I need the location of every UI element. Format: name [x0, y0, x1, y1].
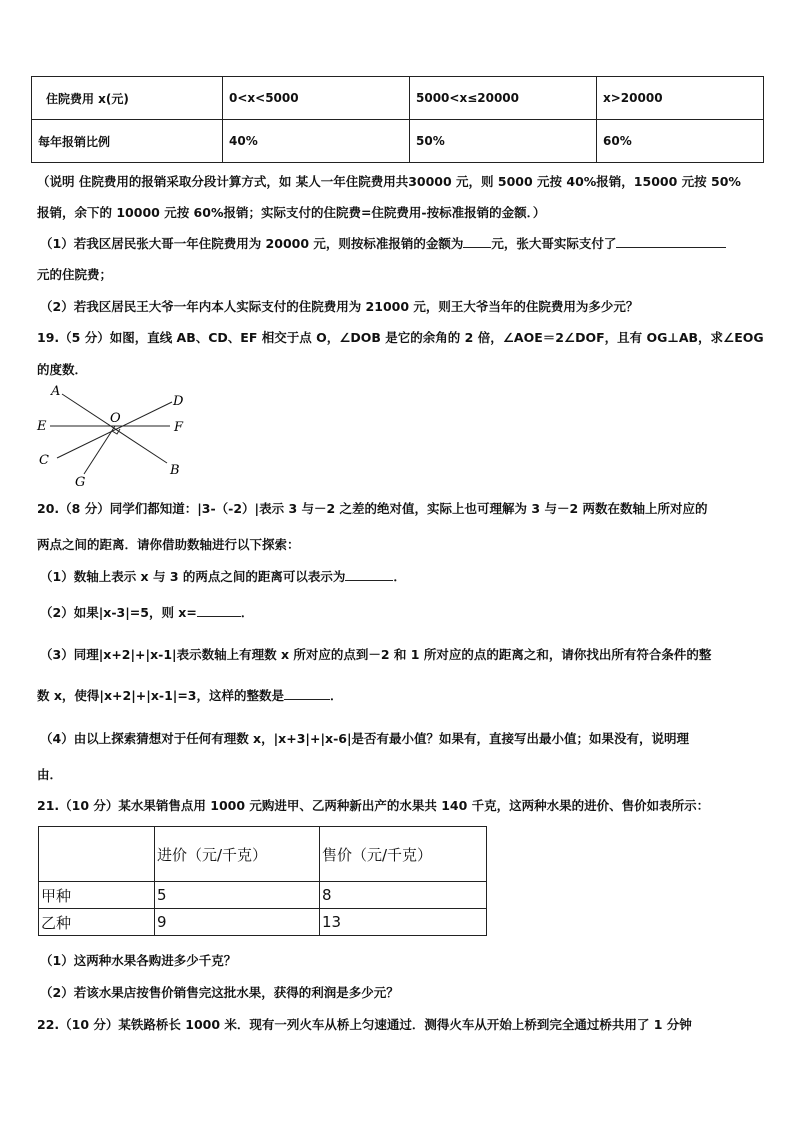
q20-line-1: 20.（8 分）同学们都知道：|3-（-2）|表示 3 与－2 之差的绝对值，实际上也可理解为 3 与－2 两数在数轴上所对应的 [37, 501, 708, 516]
table-cell: 40% [223, 120, 410, 163]
table-cell: 售价（元/千克） [320, 827, 487, 882]
point-label-o: O [110, 411, 121, 426]
table-cell: 60% [597, 120, 764, 163]
geometry-figure [32, 378, 197, 490]
table-cell: 50% [410, 120, 597, 163]
answer-blank[interactable] [345, 580, 393, 581]
table-cell: 每年报销比例 [32, 120, 223, 163]
note-line-1: （说明 住院费用的报销采取分段计算方式，如 某人一年住院费用共30000 元，则 5000 元按 40%报销，15000 元按 50% [37, 174, 741, 189]
q20-part1-text: （1）数轴上表示 x 与 3 的两点之间的距离可以表示为 [40, 569, 346, 584]
point-label-d: D [173, 394, 184, 409]
table-cell: x>20000 [597, 77, 764, 120]
table-row [39, 882, 487, 909]
table-cell: 5 [155, 882, 320, 909]
q19-line-2: 的度数． [37, 362, 88, 377]
table-row [39, 827, 487, 882]
q19-line-1: 19.（5 分）如图，直线 AB、CD、EF 相交于点 O，∠DOB 是它的余角的 2 倍，∠AOE＝2∠DOF，且有 OG⊥AB，求∠EOG [37, 330, 764, 345]
q20-part4-line-1: （4）由以上探索猜想对于任何有理数 x，|x+3|+|x-6|是否有最小值？如果有，直接写出最小值；如果没有，说明理 [40, 731, 690, 746]
q20-part2-text: （2）如果|x-3|=5，则 x= [40, 605, 197, 620]
q20-period: ． [240, 605, 254, 620]
table-row [32, 120, 764, 163]
table-cell: 5000<x≤20000 [410, 77, 597, 120]
table-cell [39, 827, 155, 882]
answer-blank[interactable] [463, 247, 491, 248]
q18-part1-text-b: 元，张大哥实际支付了 [491, 236, 617, 251]
table-cell: 甲种 [39, 882, 155, 909]
fruit-price-table [38, 826, 487, 936]
point-label-a: A [51, 384, 61, 399]
q20-part3-text: 数 x，使得|x+2|+|x-1|=3，这样的整数是 [37, 688, 285, 703]
table-cell: 9 [155, 909, 320, 936]
note-line-2: 报销，余下的 10000 元按 60%报销；实际支付的住院费=住院费用-按标准报销的金额．） [37, 205, 546, 220]
answer-blank[interactable] [197, 616, 241, 617]
q18-part1 [40, 234, 726, 252]
q18-part2: （2）若我区居民王大爷一年内本人实际支付的住院费用为 21000 元，则王大爷当年的住院费用为多少元？ [40, 299, 639, 314]
q22-line-1: 22.（10 分）某铁路桥长 1000 米．现有一列火车从桥上匀速通过．测得火车从开始上桥到完全通过桥共用了 1 分钟 [37, 1017, 692, 1032]
ray-og [84, 426, 115, 474]
point-label-c: C [39, 453, 49, 468]
point-label-b: B [170, 463, 180, 478]
table-cell: 8 [320, 882, 487, 909]
q20-part2 [40, 603, 253, 621]
q20-part4-line-2: 由． [37, 767, 63, 782]
q21-part1: （1）这两种水果各购进多少千克？ [40, 953, 237, 968]
q21-part2: （2）若该水果店按售价销售完这批水果，获得的利润是多少元？ [40, 985, 399, 1000]
point-label-e: E [37, 419, 47, 434]
q20-part1 [40, 567, 406, 585]
q20-line-2: 两点之间的距离．请你借助数轴进行以下探索： [37, 537, 300, 552]
table-cell: 乙种 [39, 909, 155, 936]
answer-blank[interactable] [616, 247, 726, 248]
table-cell: 住院费用 x(元) [32, 77, 223, 120]
q20-period: ． [393, 569, 406, 584]
table-row [39, 909, 487, 936]
point-label-g: G [75, 475, 86, 490]
q20-period: ． [330, 688, 343, 703]
q18-part1-text-a: （1）若我区居民张大哥一年住院费用为 20000 元，则按标准报销的金额为 [40, 236, 464, 251]
q20-part3-line-1: （3）同理|x+2|+|x-1|表示数轴上有理数 x 所对应的点到－2 和 1 所对应的点的距离之和，请你找出所有符合条件的整 [40, 647, 712, 662]
answer-blank[interactable] [284, 699, 330, 700]
table-cell: 13 [320, 909, 487, 936]
q21-line-1: 21.（10 分）某水果销售点用 1000 元购进甲、乙两种新出产的水果共 140 千克，这两种水果的进价、售价如表所示： [37, 798, 710, 813]
q20-part3-line-2 [37, 686, 343, 704]
point-label-f: F [174, 420, 184, 435]
line-ab [62, 394, 167, 463]
table-row [32, 77, 764, 120]
table-cell: 0<x<5000 [223, 77, 410, 120]
table-cell: 进价（元/千克） [155, 827, 320, 882]
reimbursement-table [31, 76, 764, 163]
q18-part1-cont: 元的住院费； [37, 267, 113, 282]
